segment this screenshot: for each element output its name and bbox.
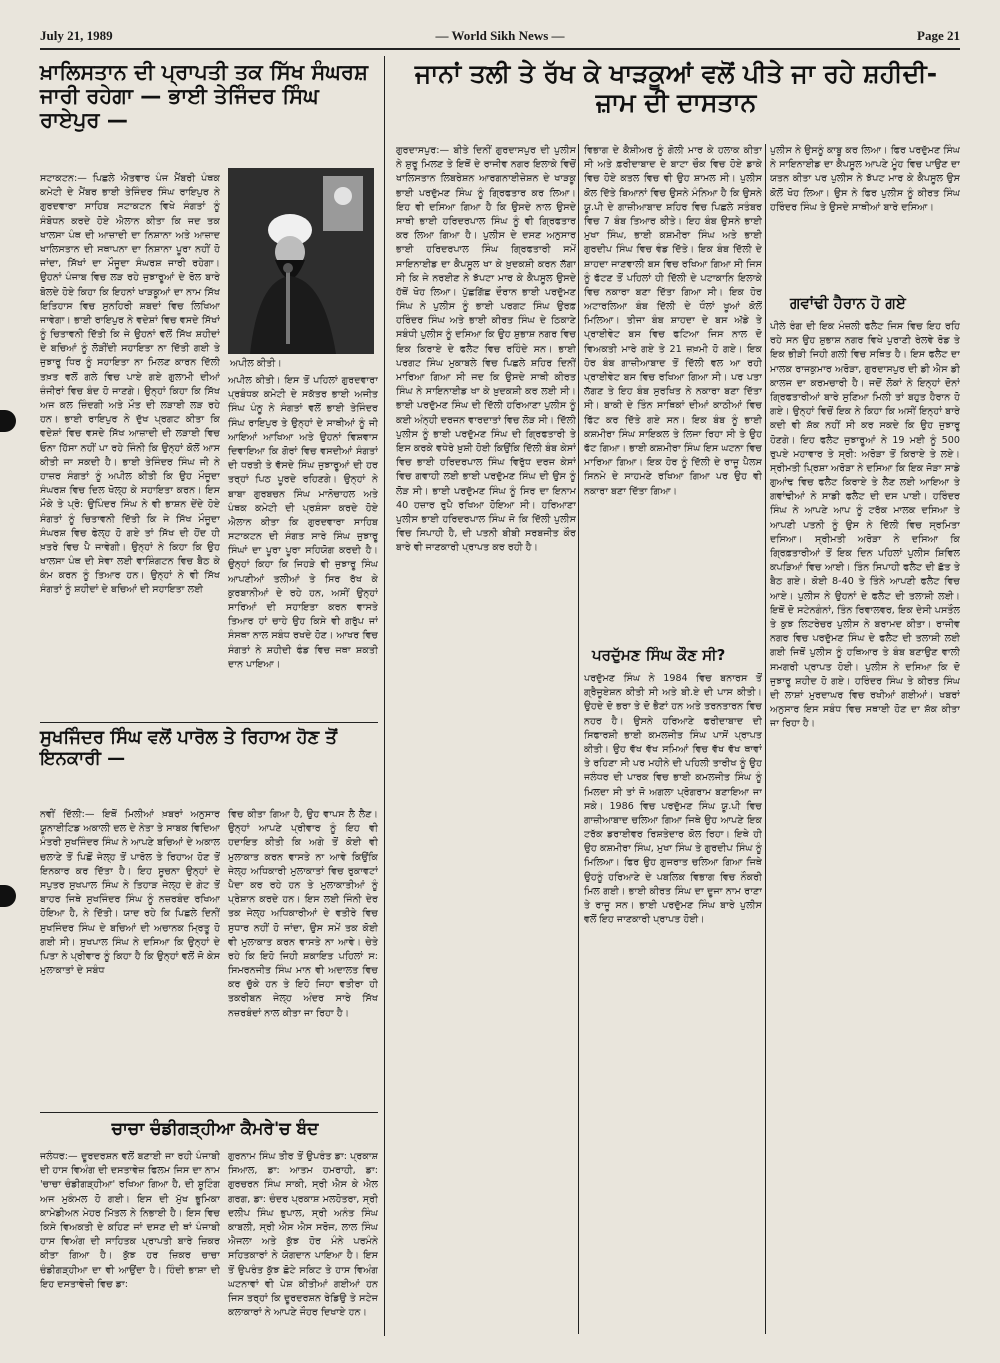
header-rule (40, 48, 960, 50)
issue-date: July 21, 1989 (40, 28, 113, 43)
article-separator (40, 1112, 378, 1113)
paper-name: — World Sikh News — (435, 28, 565, 43)
article3-headline: ਸੁਖਜਿੰਦਰ ਸਿੰਘ ਵਲੋਂ ਪਾਰੋਲ ਤੇ ਰਿਹਾਅ ਹੋਣ ਤੋਂ ਇਨਕਾਰੀ — (40, 727, 338, 769)
article2-col2b: ਪਰਦੁੱਮਣ ਸਿੰਘ ਨੇ 1984 ਵਿਚ ਬਨਾਰਸ ਤੋਂ ਗ੍ਰੈਜੂਏਸ਼ਨ ਕੀਤੀ ਸੀ ਅਤੇ ਬੀ.ਏ ਦੀ ਪਾਸ ਕੀਤੀ। ਉਹਦੇ ਦੋ ਭਰਾ ਤੇ ਦੋ ਭੈਣਾਂ ਹਨ ਅਤੇ ਤਰਨਤਾਰਨ ਵਿਚ ਨਹਰ ਹੈ। ਉਸਨੇ ਹਰਿਆਣੇ ਫਰੀਦਾਬਾਦ ਦੀ ਸਿਫਾਰਸ਼ੀ ਭਾਈ ਕਮਲਜੀਤ ਸਿੰਘ ਪਾਸੋਂ ਪ੍ਰਾਪਤ ਕੀਤੀ। ਉਹ ਵੱਖ ਵੱਖ ਸਮਿਆਂ ਵਿਚ ਵੱਖ ਵੱਖ ਥਾਵਾਂ ਤੇ ਰਹਿਣਾ ਸੀ ਪਰ ਮਹੀਨੇ ਦੀ ਪਹਿਲੀ ਤਾਰੀਖ ਨੂੰ ਉਹ ਜਲੰਧਰ ਦੀ ਪਾਰਕ ਵਿਚ ਭਾਈ ਕਮਲਜੀਤ ਸਿੰਘ ਨੂੰ ਮਿਲਦਾ ਸੀ ਤਾਂ ਜੋ ਅਗਲਾ ਪ੍ਰੋਗਰਾਮ ਬਣਾਇਆ ਜਾ ਸਕੇ। 1986 ਵਿਚ ਪਰਦੁੱਮਣ ਸਿੰਘ ਯੂ.ਪੀ ਵਿਚ ਗਾਜ਼ੀਆਬਾਦ ਚਲਿਆ ਗਿਆ ਜਿਥੇ ਉਹ ਆਪਣੇ ਇਕ ਟਰੱਕ ਡਰਾਈਵਰ ਰਿਸ਼ਤੇਦਾਰ ਕੋਲ ਰਿਹਾ। ਇਥੇ ਹੀ ਉਹ ਕਸ਼ਮੀਰਾ ਸਿੰਘ, ਮੁਖਾ ਸਿੰਘ ਤੇ ਗੁਰਦੀਪ ਸਿੰਘ ਨੂੰ ਮਿਲਿਆ। ਫਿਰ ਉਹ ਗੁਜਰਾਤ ਚਲਿਆ ਗਿਆ ਜਿਥੇ ਉਹਨੂੰ ਹਰਿਆਣੇ ਦੇ ਪਬਲਿਕ ਵਿਭਾਗ ਵਿਚ ਨੌਕਰੀ ਮਿਲ ਗਈ। ਭਾਈ ਕੀਰਤ ਸਿੰਘ ਦਾ ਦੂਜਾ ਨਾਮ ਰਾਣਾ ਤੇ ਰਾਜੂ ਸਨ। ਭਾਈ ਪਰਦੁੱਮਣ ਸਿੰਘ ਬਾਰੇ ਪੁਲੀਸ ਵਲੋਂ ਇਹ ਜਾਣਕਾਰੀ ਪ੍ਰਾਪਤ ਹੋਈ। (584, 673, 762, 926)
page-number: Page 21 (917, 28, 960, 43)
speaker-photo (228, 168, 374, 354)
article1-col2: ਅਪੀਲ ਕੀਤੀ। ਇਸ ਤੋਂ ਪਹਿਲਾਂ ਗੁਰਦਵਾਰਾ ਪ੍ਰਬੰਧਕ ਕਮੇਟੀ ਦੇ ਸਕੱਤਰ ਭਾਈ ਅਜੀਤ ਸਿੰਘ ਪੰਨੂ ਨੇ ਸੰਗਤਾਂ ਵਲੋਂ ਭਾਈ ਤੇਜਿੰਦਰ ਸਿੰਘ ਰਾਇਪੁਰ ਤੇ ਉਨ੍ਹਾਂ ਦੇ ਸਾਥੀਆਂ ਨੂੰ ਜੀ ਆਇਆਂ ਆਖਿਆ ਅਤੇ ਉਹਨਾਂ ਵਿਸ਼ਵਾਸ ਦਿਵਾਇਆ ਕਿ ਗੋਰਾਂ ਵਿਚ ਵਸਦੀਆਂ ਸੰਗਤਾਂ ਦੀ ਧਰਤੀ ਤੇ ਵੱਸਦੇ ਸਿੰਘ ਜੁਝਾਰੂਆਂ ਦੀ ਹਰ ਤਰ੍ਹਾਂ ਪਿਠ ਪੂਰਦੇ ਰਹਿਣਗੇ। ਉਨ੍ਹਾਂ ਨੇ ਬਾਬਾ ਗੁਰਬਚਨ ਸਿੰਘ ਮਾਨੋਚਾਹਲ ਅਤੇ ਪੰਥਕ ਕਮੇਟੀ ਦੀ ਪ੍ਰਸ਼ੰਸਾ ਕਰਦੇ ਹੋਏ ਐਲਾਨ ਕੀਤਾ ਕਿ ਗੁਰਦਵਾਰਾ ਸਾਹਿਬ ਸਟਾਕਟਨ ਦੀ ਸੰਗਤ ਸਾਰੇ ਸਿੰਘ ਜੁਝਾਰੂ ਸਿੰਘਾਂ ਦਾ ਪੂਰਾ ਪੂਰਾ ਸਹਿਯੋਗ ਕਰਦੀ ਹੈ। ਉਨ੍ਹਾਂ ਕਿਹਾ ਕਿ ਜਿਹੜੇ ਵੀ ਜੁਝਾਰੂ ਸਿੰਘ ਆਪਣੀਆਂ ਤਲੀਆਂ ਤੇ ਸਿਰ ਰੱਖ ਕੇ ਕੁਰਬਾਨੀਆਂ ਦੇ ਰਹੇ ਹਨ, ਅਸੀਂ ਉਨ੍ਹਾਂ ਸਾਰਿਆਂ ਦੀ ਸਹਾਇਤਾ ਕਰਨ ਵਾਸਤੇ ਤਿਆਰ ਹਾਂ ਚਾਹੇ ਉਹ ਕਿਸੇ ਵੀ ਗਰੁੱਪ ਜਾਂ ਸੰਸਥਾ ਨਾਲ ਸਬੰਧ ਰਖਦੇ ਹੋਣ। ਆਖਰ ਵਿਚ ਸੰਗਤਾਂ ਨੇ ਸ਼ਹੀਦੀ ਫੰਡ ਵਿਚ ਜਥਾ ਸ਼ਕਤੀ ਦਾਨ ਪਾਇਆ। (228, 375, 378, 670)
running-header (40, 28, 960, 48)
speaker-photo-image (228, 168, 374, 354)
article1-headline: ਖ਼ਾਲਿਸਤਾਨ ਦੀ ਪ੍ਰਾਪਤੀ ਤਕ ਸਿੱਖ ਸੰਘਰਸ਼ ਜਾਰੀ ਰਹੇਗਾ — ਭਾਈ ਤੇਜਿੰਦਰ ਸਿੰਘ ਰਾਏਪੁਰ — (40, 60, 368, 133)
article2-col2: ਵਿਭਾਗ ਦੇ ਕੈਸ਼ੀਅਰ ਨੂੰ ਗੋਲੀ ਮਾਰ ਕੇ ਹਲਾਕ ਕੀਤਾ ਸੀ ਅਤੇ ਫ਼ਰੀਦਾਬਾਦ ਦੇ ਬਾਟਾ ਚੌਕ ਵਿਚ ਹੋਏ ਡਾਕੇ ਵਿਚ ਹੋਏ ਕਤਲ ਵਿਚ ਵੀ ਉਹ ਸ਼ਾਮਲ ਸੀ। ਪੁਲੀਸ ਕੋਲ ਦਿੱਤੇ ਬਿਆਨਾਂ ਵਿਚ ਉਸਨੇ ਮੰਨਿਆ ਹੈ ਕਿ ਉਸਨੇ ਯੂ.ਪੀ ਦੇ ਗਾਜ਼ੀਆਬਾਦ ਸ਼ਹਿਰ ਵਿਚ ਪਿਛਲੇ ਸਤੰਬਰ ਵਿਚ 7 ਬੰਬ ਤਿਆਰ ਕੀਤੇ। ਇਹ ਬੰਬ ਉਸਨੇ ਭਾਈ ਮੁਖਾ ਸਿੰਘ, ਭਾਈ ਕਸ਼ਮੀਰਾ ਸਿੰਘ ਅਤੇ ਭਾਈ ਗੁਰਦੀਪ ਸਿੰਘ ਵਿਚ ਵੰਡ ਦਿੱਤੇ। ਇਕ ਬੰਬ ਦਿੱਲੀ ਦੇ ਸ਼ਾਹਦਾ ਜਾਣਵਾਲੀ ਬਸ ਵਿਚ ਰਖਿਆ ਗਿਆ ਸੀ ਜਿਸ ਨੂੰ ਫੱਟਣ ਤੋਂ ਪਹਿਲਾਂ ਹੀ ਦਿੱਲੀ ਦੇ ਪਟਾਕਾਨਿ ਇਲਾਕੇ ਵਿਚ ਨਕਾਰਾ ਬਣਾ ਦਿੱਤਾ ਗਿਆ ਸੀ। ਇਕ ਹੋਰ ਅਟਾਰਲਿਆ ਬੰਬ ਦਿੱਲੀ ਦੇ ਧੌਲਾਂ ਖੂਆਂ ਕੋਲੋਂ ਮਿਲਿਆ। ਤੀਜਾ ਬੰਬ ਸ਼ਾਹਦਾ ਦੇ ਬਸ ਅੱਡੇ ਤੇ ਪ੍ਰਾਈਵੇਟ ਬਸ ਵਿਚ ਫਟਿਆ ਜਿਸ ਨਾਲ ਦੋ ਵਿਅਕਤੀ ਮਾਰੇ ਗਏ ਤੇ 21 ਜ਼ਖ਼ਮੀ ਹੋ ਗਏ। ਇਕ ਹੋਰ ਬੰਬ ਗਾਜ਼ੀਆਬਾਦ ਤੋਂ ਦਿੱਲੀ ਵਲ ਆ ਰਹੀ ਪ੍ਰਾਈਵੇਟ ਬਸ ਵਿਚ ਰਖਿਆ ਗਿਆ ਸੀ। ਪਰ ਪਤਾ ਲੱਗਣ ਤੇ ਇਹ ਬੰਬ ਸੁਰਖਿਤ ਨੇ ਨਕਾਰਾ ਬਣਾ ਦਿੱਤਾ ਸੀ। ਬਾਕੀ ਦੇ ਤਿੰਨ ਸਾਥਿਕਾਂ ਦੀਆਂ ਕਾਠੀਆਂ ਵਿਚ ਫਿੱਟ ਕਰ ਦਿੱਤੇ ਗਏ ਸਨ। ਇਕ ਬੰਬ ਨੂੰ ਭਾਈ ਕਸ਼ਮੀਰਾ ਸਿੰਘ ਸਾਇਕਲ ਤੇ ਲਿਜਾ ਰਿਹਾ ਸੀ ਤੇ ਉਹ ਫੱਟ ਗਿਆ। ਭਾਈ ਕਸ਼ਮੀਰਾ ਸਿੰਘ ਇਸ ਘਟਨਾ ਵਿਚ ਮਾਰਿਆ ਗਿਆ। ਇਕ ਹੋਰ ਨੂੰ ਦਿੱਲੀ ਦੇ ਰਾਜੂ ਪੈਲਸ ਸਿਨਮੇ ਦੇ ਸਾਹਮਣੇ ਰਖਿਆ ਗਿਆ ਪਰ ਉਹ ਵੀ ਨਕਾਰਾ ਬਣਾ ਦਿੱਤਾ ਗਿਆ। (584, 145, 762, 497)
article1-col1: ਸਟਾਕਟਨ:— ਪਿਛਲੇ ਐਤਵਾਰ ਪੰਜ ਮੈਂਬਰੀ ਪੰਥਕ ਕਮੇਟੀ ਦੇ ਮੈਂਬਰ ਭਾਈ ਤੇਜਿੰਦਰ ਸਿੰਘ ਰਾਇਪੁਰ ਨੇ ਗੁਰਦਵਾਰਾ ਸਾਹਿਬ ਸਟਾਕਟਨ ਵਿਖੇ ਸੰਗਤਾਂ ਨੂੰ ਸੰਬੋਧਨ ਕਰਦੇ ਹੋਏ ਐਲਾਨ ਕੀਤਾ ਕਿ ਜਦ ਤਕ ਖਾਲਸਾ ਪੰਥ ਦੀ ਆਜ਼ਾਦੀ ਦਾ ਨਿਸ਼ਾਨਾ ਅਤੇ ਆਜ਼ਾਦ ਖਾਲਿਸਤਾਨ ਦੀ ਸਥਾਪਨਾ ਦਾ ਨਿਸ਼ਾਨਾ ਪੂਰਾ ਨਹੀਂ ਹੋ ਜਾਂਦਾ, ਸਿੱਖਾਂ ਦਾ ਮੌਜੂਦਾ ਸੰਘਰਸ਼ ਜਾਰੀ ਰਹੇਗਾ। ਉਹਨਾਂ ਪੰਜਾਬ ਵਿਚ ਲੜ ਰਹੇ ਜੁਝਾਰੂਆਂ ਦੇ ਰੋਲ ਬਾਰੇ ਬੋਲਦੇ ਹੋਏ ਕਿਹਾ ਕਿ ਇਹਨਾਂ ਖਾੜਕੂਆਂ ਦਾ ਨਾਮ ਸਿੱਖ ਇਤਿਹਾਸ ਵਿਚ ਸੁਨਹਿਰੀ ਸ਼ਬਦਾਂ ਵਿਚ ਲਿਖਿਆ ਜਾਵੇਗਾ। ਭਾਈ ਰਾਇਪੁਰ ਨੇ ਵਦੇਸ਼ਾਂ ਵਿਚ ਵਸਦੇ ਸਿੱਖਾਂ ਨੂੰ ਚਿਤਾਵਨੀ ਦਿੱਤੀ ਕਿ ਜੇ ਉਹਨਾਂ ਵਲੋਂ ਸਿੱਖ ਸ਼ਹੀਦਾਂ ਦੇ ਬਚਿਆਂ ਨੂੰ ਲੋੜੀਂਦੀ ਸਹਾਇਤਾ ਨਾ ਦਿੱਤੀ ਗਈ ਤੇ ਜੁਝਾਰੂ ਧਿਰ ਨੂੰ ਸਹਾਇਤਾ ਨਾ ਮਿਲਣ ਕਾਰਨ ਦਿੱਲੀ ਤਖ਼ਤ ਵਲੋਂ ਗਲੇ ਵਿਚ ਪਾਏ ਗਏ ਗੁਲਾਮੀ ਦੀਆਂ ਜ਼ੰਜੀਰਾਂ ਵਿਚ ਬੰਦ ਹੋ ਜਾਣਗੇ। ਉਨ੍ਹਾਂ ਕਿਹਾ ਕਿ ਸਿੱਖ ਅਜ ਕਲ ਜ਼ਿੰਦਗੀ ਅਤੇ ਮੌਤ ਦੀ ਲੜਾਈ ਲੜ ਰਹੇ ਹਨ। ਭਾਈ ਰਾਇਪੁਰ ਨੇ ਦੁੱਖ ਪ੍ਰਗਟ ਕੀਤਾ ਕਿ ਵਦੇਸ਼ਾਂ ਵਿਚ ਵਸਦੇ ਸਿੱਖ ਆਜ਼ਾਦੀ ਦੀ ਲੜਾਈ ਵਿਚ ਓਨਾ ਹਿੱਸਾ ਨਹੀਂ ਪਾ ਰਹੇ ਜਿੰਨੀ ਕਿ ਉਨ੍ਹਾਂ ਕੋਲੋਂ ਆਸ ਕੀਤੀ ਜਾ ਸਕਦੀ ਹੈ। ਭਾਈ ਤੇਜਿੰਦਰ ਸਿੰਘ ਜੀ ਨੇ ਹਾਜ਼ਰ ਸੰਗਤਾਂ ਨੂੰ ਅਪੀਲ ਕੀਤੀ ਕਿ ਉਹ ਮੌਜੂਦਾ ਸੰਘਰਸ਼ ਵਿਚ ਦਿਲ ਖੋਲ੍ਹ ਕੇ ਸਹਾਇਤਾ ਕਰਨ। ਇਸ ਮੌਕੇ ਤੇ ਪ੍ਰੋ: ਉਪਿੰਦਰ ਸਿੰਘ ਨੇ ਵੀ ਭਾਸ਼ਨ ਦੇਂਦੇ ਹੋਏ ਸੰਗਤਾਂ ਨੂੰ ਚਿਤਾਵਨੀ ਦਿੱਤੀ ਕਿ ਜੇ ਸਿੱਖ ਮੌਜੂਦਾ ਸੰਘਰਸ਼ ਵਿਚ ਫੇਲ੍ਹ ਹੋ ਗਏ ਤਾਂ ਸਿੱਖ ਦੀ ਹੋਂਦ ਹੀ ਖ਼ਤਰੇ ਵਿਚ ਪੈ ਜਾਵੇਗੀ। ਉਨ੍ਹਾਂ ਨੇ ਕਿਹਾ ਕਿ ਉਹ ਖਾਲਸਾ ਪੰਥ ਦੀ ਸੇਵਾ ਲਈ ਵਾਸ਼ਿੰਗਟਨ ਵਿਚ ਬੈਠ ਕੇ ਕੰਮ ਕਰਨ ਨੂੰ ਤਿਆਰ ਹਨ। ਉਨ੍ਹਾਂ ਨੇ ਵੀ ਸਿੱਖ ਸੰਗਤਾਂ ਨੂੰ ਸ਼ਹੀਦਾਂ ਦੇ ਬਚਿਆਂ ਦੀ ਸਹਾਇਤਾ ਲਈ (40, 173, 220, 596)
article4-headline: ਚਾਚਾ ਚੰਡੀਗੜ੍ਹੀਆ ਕੈਮਰੇ'ਚ ਬੰਦ (111, 1119, 319, 1139)
microphone-stand (286, 264, 290, 344)
article2-col1: ਗੁਰਦਾਸਪੁਰ:— ਬੀਤੇ ਦਿਨੀਂ ਗੁਰਦਾਸਪੁਰ ਦੀ ਪੁਲੀਸ ਨੇ ਸ਼ੁਰੂ ਮਿਲਣ ਤੇ ਇਥੋਂ ਦੇ ਰਾਜੀਵ ਨਗਰ ਇਲਾਕੇ ਵਿਚੋਂ ਖਾਲਿਸਤਾਨ ਲਿਬਰੇਸ਼ਨ ਆਰਗਨਾਈਜ਼ੇਸ਼ਨ ਦੇ ਖਾੜਕੂ ਭਾਈ ਪਰਦੁੱਮਣ ਸਿੰਘ ਨੂੰ ਗ੍ਰਿਫਤਾਰ ਕਰ ਲਿਆ। ਇਹ ਵੀ ਦਸਿਆ ਗਿਆ ਹੈ ਕਿ ਉਸਦੇ ਨਾਲ ਉਸਦੇ ਸਾਥੀ ਭਾਈ ਹਰਿਦਰਪਾਲ ਸਿੰਘ ਨੂੰ ਵੀ ਗ੍ਰਿਫਤਾਰ ਕਰ ਲਿਆ ਗਿਆ ਹੈ। ਪੁਲੀਸ ਦੇ ਦਸਣ ਅਨੁਸਾਰ ਭਾਈ ਹਰਿਦਰਪਾਲ ਸਿੰਘ ਗ੍ਰਿਫਤਾਰੀ ਸਮੇਂ ਸਾਇਨਾਈਡ ਦਾ ਕੈਪਸੂਲ ਖਾ ਕੇ ਖ਼ੁਦਕਸ਼ੀ ਕਰਨ ਲੱਗਾ ਸੀ ਕਿ ਜੇ ਨਰਈਣ ਨੇ ਝੱਪਟਾ ਮਾਰ ਕੇ ਕੈਪਸੂਲ ਉਸਦੇ ਹੱਥੋਂ ਖੋਹ ਲਿਆ। ਪੁੱਛਗਿੱਛ ਦੌਰਾਨ ਭਾਈ ਪਰਦੁੱਮਣ ਸਿੰਘ ਨੇ ਪੁਲੀਸ ਨੂੰ ਭਾਈ ਪਰਗਟ ਸਿੰਘ ਉਰਫ਼ ਹਰਿੰਦਰ ਸਿੰਘ ਅਤੇ ਭਾਈ ਕੀਰਤ ਸਿੰਘ ਦੇ ਠਿਕਾਣੇ ਸਬੰਧੀ ਪੁਲੀਸ ਨੂੰ ਦਸਿਆ ਕਿ ਉਹ ਸ਼ੁਭਾਸ਼ ਨਗਰ ਵਿਚ ਇਕ ਕਿਰਾਏ ਦੇ ਫਲੈਟ ਵਿਚ ਰਹਿੰਦੇ ਸਨ। ਭਾਈ ਪਰਗਟ ਸਿੰਘ ਮੁਕਾਬਲੇ ਵਿਚ ਪਿਛਲੇ ਸ਼ਹਿਰ ਦਿਨੀਂ ਮਾਰਿਆ ਗਿਆ ਸੀ ਜਦ ਕਿ ਉਸਦੇ ਸਾਥੀ ਕੀਰਤ ਸਿੰਘ ਨੇ ਸਾਇਨਾਈਡ ਖਾ ਕੇ ਖ਼ੁਦਕਸ਼ੀ ਕਰ ਲਈ ਸੀ। ਭਾਈ ਪਰਦੁੱਮਣ ਸਿੰਘ ਦੀ ਦਿੱਲੀ ਹਰਿਆਣਾ ਪੁਲੀਸ ਨੂੰ ਕਈ ਅੰਨ੍ਹੀ ਦਰਜਨ ਵਾਰਦਾਤਾਂ ਵਿਚ ਲੋੜ ਸੀ। ਦਿੱਲੀ ਪੁਲੀਸ ਨੂੰ ਭਾਈ ਪਰਦੁੱਮਣ ਸਿੰਘ ਦੀ ਗ੍ਰਿਫਤਾਰੀ ਤੇ ਇਸ ਕਰਕੇ ਵਧੇਰੇ ਖ਼ੁਸ਼ੀ ਹੋਈ ਕਿਉਂਕਿ ਦਿੱਲੀ ਬੰਬ ਕੇਸਾਂ ਵਿਚ ਭਾਈ ਹਰਿਦਰਪਾਲ ਸਿੰਘ ਵਿਰੁੱਧ ਦਰਜ ਕੇਸਾਂ ਵਿਚ ਗਵਾਹੀ ਲਈ ਭਾਈ ਪਰਦੁੱਮਣ ਸਿੰਘ ਦੀ ਉਸ ਨੂੰ ਲੋੜ ਸੀ। ਭਾਈ ਪਰਦੁੱਮਣ ਸਿੰਘ ਨੂੰ ਸਿਰ ਦਾ ਇਨਾਮ 40 ਹਜ਼ਾਰ ਰੁਪੈ ਰਖਿਆ ਹੋਇਆ ਸੀ। ਹਰਿਆਣਾ ਪੁਲੀਸ ਭਾਈ ਹਰਿਦਰਪਾਲ ਸਿੰਘ ਜੋ ਕਿ ਦਿੱਲੀ ਪੁਲੀਸ ਵਿਚ ਸਿਪਾਹੀ ਹੈ, ਦੀ ਪਤਨੀ ਬੀਬੀ ਸਰਬਜੀਤ ਕੌਰ ਬਾਰੇ ਵੀ ਜਾਣਕਾਰੀ ਪ੍ਰਾਪਤ ਕਰ ਰਹੀ ਹੈ। (396, 145, 576, 554)
article3-col2: ਵਿਚ ਕੀਤਾ ਗਿਆ ਹੈ, ਉਹ ਵਾਪਸ ਲੈ ਲੈਣ। ਉਨ੍ਹਾਂ ਆਪਣੇ ਪ੍ਰੀਵਾਰ ਨੂੰ ਇਹ ਵੀ ਹਦਾਇਤ ਕੀਤੀ ਕਿ ਅਗੇ ਤੋਂ ਕੋਈ ਵੀ ਮੁਲਾਕਾਤ ਕਰਨ ਵਾਸਤੇ ਨਾ ਆਵੇ ਕਿਉਂਕਿ ਜੇਲ੍ਹ ਅਧਿਕਾਰੀ ਮੁਲਾਕਾਤਾਂ ਵਿਚ ਰੁਕਾਵਟਾਂ ਪੈਦਾ ਕਰ ਰਹੇ ਹਨ ਤੇ ਮੁਲਾਕਾਤੀਆਂ ਨੂੰ ਪ੍ਰੇਸ਼ਾਨ ਕਰਦੇ ਹਨ। ਇਸ ਲਈ ਜਿੰਨੀ ਦੇਰ ਤਕ ਜੇਲ੍ਹ ਅਧਿਕਾਰੀਆਂ ਦੇ ਵਤੀਰੇ ਵਿਚ ਸੁਧਾਰ ਨਹੀਂ ਹੋ ਜਾਂਦਾ, ਉਸ ਸਮੇਂ ਤਕ ਕੋਈ ਵੀ ਮੁਲਾਕਾਤ ਕਰਨ ਵਾਸਤੇ ਨਾ ਆਵੇ। ਚੇਤੇ ਰਹੇ ਕਿ ਇਹੋ ਜਿਹੀ ਸ਼ਕਾਇਤ ਪਹਿਲਾਂ ਸ: ਸਿਮਰਨਜੀਤ ਸਿੰਘ ਮਾਨ ਵੀ ਅਦਾਲਤ ਵਿਚ ਕਰ ਚੁੱਕੇ ਹਨ ਤੇ ਇਹੋ ਜਿਹਾ ਵਤੀਰਾ ਹੀ ਤਕਰੀਬਨ ਜੇਲ੍ਹ ਅੰਦਰ ਸਾਰੇ ਸਿੱਖ ਨਜ਼ਰਬੰਦਾਂ ਨਾਲ ਕੀਤਾ ਜਾ ਰਿਹਾ ਹੈ। (228, 809, 378, 1019)
article2-col3b: ਪੀਲੇ ਰੰਗ ਦੀ ਇਕ ਮੰਜ਼ਲੀ ਫਲੈਟ ਜਿਸ ਵਿਚ ਇਹ ਰਹਿ ਰਹੇ ਸਨ ਉਹ ਸ਼ੁਭਾਸ਼ ਨਗਰ ਵਿਖੇ ਪੁਰਾਣੀ ਰੇਲਵੇ ਰੋਡ ਤੇ ਇਕ ਭੀੜੀ ਜਿਹੀ ਗਲੀ ਵਿਚ ਸਥਿਤ ਹੈ। ਇਸ ਫਲੈਟ ਦਾ ਮਾਲਕ ਰਾਜਕੁਮਾਰ ਅਰੋੜਾ, ਗੁਰਦਾਸਪੁਰ ਦੀ ਡੀ ਐਸ ਡੀ ਕਾਲਜ ਦਾ ਕਰਮਚਾਰੀ ਹੈ। ਜਦੋਂ ਲੋਕਾਂ ਨੇ ਇਨ੍ਹਾਂ ਦੋਨਾਂ ਗ੍ਰਿਫਤਾਰੀਆਂ ਬਾਰੇ ਸੁਣਿਆ ਮਿਲੀ ਤਾਂ ਬਹੁਤ ਹੈਰਾਨ ਹੋ ਗਏ। ਉਨ੍ਹਾਂ ਵਿਚੋਂ ਇਕ ਨੇ ਕਿਹਾ ਕਿ ਅਸੀਂ ਇਨ੍ਹਾਂ ਬਾਰੇ ਕਦੀ ਵੀ ਸ਼ੱਕ ਨਹੀਂ ਸੀ ਕਰ ਸਕਦੇ ਕਿ ਉਹ ਜੁਝਾਰੂ ਹੋਣਗੇ। ਇਹ ਫਲੈਟ ਜੁਝਾਰੂਆਂ ਨੇ 19 ਮਈ ਨੂੰ 500 ਰੁਪਏ ਮਹਾਵਾਰ ਤੇ ਸ੍ਰੀ: ਅਰੋੜਾ ਤੋਂ ਕਿਰਾਏ ਤੇ ਲਏ। ਸ੍ਰੀਮਤੀ ਪ੍ਰਿਸ਼ਾ ਅਰੋੜਾ ਨੇ ਦਸਿਆ ਕਿ ਇਕ ਜੋੜਾ ਸਾਡੇ ਗੁਆਂਢ ਵਿਚ ਫਲੈਟ ਕਿਰਾਏ ਤੇ ਲੈਣ ਲਈ ਆਇਆ ਤੇ ਗਵਾਂਢੀਆਂ ਨੇ ਸਾਡੀ ਫਲੈਟ ਦੀ ਦਸ ਪਾਈ। ਹਰਿੰਦਰ ਸਿੰਘ ਨੇ ਆਪਣੇ ਆਪ ਨੂੰ ਟਰੱਕ ਮਾਲਕ ਦਸਿਆ ਤੇ ਆਪਣੀ ਪਤਨੀ ਨੂੰ ਉਸ ਨੇ ਦਿੱਲੀ ਵਿਚ ਸ੍ਰਮਿਤਾ ਦਸਿਆ। ਸ੍ਰੀਮਤੀ ਅਰੋੜਾ ਨੇ ਦਸਿਆ ਕਿ ਗ੍ਰਿਫ਼ਤਾਰੀਆਂ ਤੋਂ ਇਕ ਦਿਨ ਪਹਿਲਾਂ ਪੁਲੀਸ ਸ਼ਿਵਿਲ ਕਪੜਿਆਂ ਵਿਚ ਆਈ। ਤਿੰਨ ਸਿਪਾਹੀ ਫਲੈਟ ਦੀ ਛੱਤ ਤੇ ਬੈਠ ਗਏ। ਕੋਈ 8-40 ਤੇ ਤਿੰਨੇ ਆਪਣੀ ਫਲੈਟ ਵਿਚ ਆਏ। ਪੁਲੀਸ ਨੇ ਉਹਨਾਂ ਦੇ ਫਲੈਟ ਦੀ ਤਲਾਸ਼ੀ ਲਈ। ਇਥੋਂ ਦੋ ਸਟੇਨਗੰਨਾਂ, ਤਿੰਨ ਰਿਵਾਲਵਰ, ਇਕ ਦੇਸੀ ਪਸਤੌਲ ਤੇ ਕੁਝ ਲਿਟਰੇਚਰ ਪੁਲੀਸ ਨੇ ਬਰਾਮਦ ਕੀਤਾ। ਰਾਜੀਵ ਨਗਰ ਵਿਚ ਪਰਦੁੱਮਣ ਸਿੰਘ ਦੇ ਫਲੈਟ ਦੀ ਤਲਾਸ਼ੀ ਲਈ ਗਈ ਜਿਥੋਂ ਪੁਲੀਸ ਨੂੰ ਹਥਿਆਰ ਤੇ ਬੰਬ ਬਣਾਉਣ ਵਾਲੀ ਸਮਗਰੀ ਪ੍ਰਾਪਤ ਹੋਈ। ਪੁਲੀਸ ਨੇ ਦਸਿਆ ਕਿ ਦੋ ਜੁਝਾਰੂ ਸ਼ਹੀਦ ਹੋ ਗਏ। ਹਰਿੰਦਰ ਸਿੰਘ ਤੇ ਕੀਰਤ ਸਿੰਘ ਦੀ ਲਾਸ਼ਾਂ ਮੁਰਦਾਘਰ ਵਿਚ ਰਖੀਆਂ ਗਈਆਂ। ਖਬਰਾਂ ਅਨੁਸਾਰ ਇਸ ਸਬੰਧ ਵਿਚ ਸਥਾਈ ਹੋਣ ਦਾ ਸ਼ੱਕ ਕੀਤਾ ਜਾ ਰਿਹਾ ਹੈ। (770, 321, 960, 730)
article4-col1: ਜਲੰਧਰ:— ਦੂਰਦਰਸ਼ਨ ਵਲੋਂ ਬਣਾਈ ਜਾ ਰਹੀ ਪੰਜਾਬੀ ਦੀ ਹਾਸ ਵਿਅੰਗ ਦੀ ਦਸਤਾਵੇਜ਼ ਫਿਲਮ ਜਿਸ ਦਾ ਨਾਮ 'ਚਾਚਾ ਚੰਡੀਗੜ੍ਹੀਆ' ਰਖਿਆ ਗਿਆ ਹੈ, ਦੀ ਸ਼ੂਟਿੰਗ ਅਜ ਮੁਕੰਮਲ ਹੋ ਗਈ। ਇਸ ਦੀ ਮੁੱਖ ਭੂਮਿਕਾ ਕਾਮੇਡੀਅਨ ਮੇਹਰ ਮਿੱਤਲ ਨੇ ਨਿਭਾਈ ਹੈ। ਇਸ ਵਿਚ ਕਿਸੇ ਵਿਅਕਤੀ ਦੇ ਕਹਿਣ ਜਾਂ ਦਸਣ ਦੀ ਥਾਂ ਪੰਜਾਬੀ ਹਾਸ ਵਿਅੰਗ ਦੀ ਸਾਹਿਤਕ ਪ੍ਰਾਪਤੀ ਬਾਰੇ ਜ਼ਿਕਰ ਕੀਤਾ ਗਿਆ ਹੈ। ਕੁੱਝ ਹਰ ਜ਼ਿਕਰ ਚਾਚਾ ਚੰਡੀਗੜ੍ਹੀਆ ਦਾ ਵੀ ਆਉਂਦਾ ਹੈ। ਹਿੰਦੀ ਭਾਸ਼ਾ ਦੀ ਇਹ ਦਸਤਾਵੇਜ਼ੀ ਵਿਚ ਡਾ: (40, 1151, 220, 1290)
article2-headline: ਜਾਨਾਂ ਤਲੀ ਤੇ ਰੱਖ ਕੇ ਖਾੜਕੂਆਂ ਵਲੋਂ ਪੀਤੇ ਜਾ ਰਹੇ ਸ਼ਹੀਦੀ-ਜ਼ਾਮ ਦੀ ਦਾਸਤਾਨ (414, 59, 938, 117)
punch-hole (0, 410, 16, 432)
article3-col1: ਨਵੀਂ ਦਿੱਲੀ:— ਇਥੋਂ ਮਿਲੀਆਂ ਖ਼ਬਰਾਂ ਅਨੁਸਾਰ ਯੂਨਾਈਟਿਡ ਅਕਾਲੀ ਦਲ ਦੇ ਨੇਤਾ ਤੇ ਸਾਬਕ ਵਿਦਿਆ ਮੰਤਰੀ ਸੁਖਜਿੰਦਰ ਸਿੰਘ ਨੇ ਆਪਣੇ ਬਚਿਆਂ ਦੇ ਅਕਾਲ ਚਲਾਣੇ ਤੋਂ ਪਿਛੋਂ ਜੇਲ੍ਹ ਤੋਂ ਪਾਰੋਲ ਤੇ ਰਿਹਾਅ ਹੋਣ ਤੋਂ ਇਨਕਾਰ ਕਰ ਦਿੱਤਾ ਹੈ। ਇਹ ਸੂਚਨਾ ਉਨ੍ਹਾਂ ਦੇ ਸਪੁਤਰ ਸੁਖਪਾਲ ਸਿੰਘ ਨੇ ਤਿਹਾੜ ਜੇਲ੍ਹ ਦੇ ਗੇਟ ਤੋਂ ਬਾਹਰ ਜਿਥੇ ਸੁਖਜਿੰਦਰ ਸਿੰਘ ਨੂੰ ਨਜ਼ਰਬੰਦ ਰਖਿਆ ਹੋਇਆ ਹੈ, ਨੇ ਦਿੱਤੀ। ਯਾਦ ਰਹੇ ਕਿ ਪਿਛਲੇ ਦਿਨੀਂ ਸੁਖਜਿੰਦਰ ਸਿੰਘ ਦੇ ਬਚਿਆਂ ਦੀ ਅਚਾਨਕ ਮ੍ਰਿਤੂ ਹੋ ਗਈ ਸੀ। ਸੁਖਪਾਲ ਸਿੰਘ ਨੇ ਦਸਿਆ ਕਿ ਉਨ੍ਹਾਂ ਦੇ ਪਿਤਾ ਨੇ ਪ੍ਰੀਵਾਰ ਨੂੰ ਕਿਹਾ ਹੈ ਕਿ ਉਨ੍ਹਾਂ ਵਲੋਂ ਜੋ ਕੇਸ ਮੁਲਾਕਾਤਾਂ ਦੇ ਸਬੰਧ (40, 809, 220, 977)
column-divider (765, 144, 766, 1334)
article2-subheading-neighbours: ਗਵਾਂਢੀ ਹੈਰਾਨ ਹੋ ਗਏ (790, 294, 906, 312)
article-separator (40, 722, 378, 723)
photo-caption: ਅਪੀਲ ਕੀਤੀ। (230, 358, 282, 369)
column-divider (384, 56, 385, 1336)
article4-col2: ਗੁਰਨਾਮ ਸਿੰਘ ਤੀਰ ਤੋਂ ਉਪਰੰਤ ਡਾ: ਪ੍ਰਕਾਸ਼ ਸਿਆਲ, ਡਾ: ਆਤਮ ਹਮਰਾਹੀ, ਡਾ: ਗੁਰਚਰਨ ਸਿੰਘ ਸਾਕੀ, ਸ੍ਰੀ ਐਸ ਕੇ ਐਲ ਗਰਗ, ਡਾ: ਚੰਦਰ ਪ੍ਰਕਾਸ਼ ਮਲਹੋਤਰਾ, ਸ੍ਰੀ ਦਲੀਪ ਸਿੰਘ ਭੁਪਾਲ, ਸ੍ਰੀ ਅਨੰਤ ਸਿੰਘ ਕਾਬਲੀ, ਸ੍ਰੀ ਐਸ ਐਸ ਸਰੋਜ, ਲਾਲ ਸਿੰਘ ਐਜਲਾ ਅਤੇ ਕੁੱਝ ਹੋਰ ਮੰਨੇ ਪਰਮੰਨੇ ਸਹਿਤਕਾਰਾਂ ਨੇ ਯੋਗਦਾਨ ਪਾਇਆ ਹੈ। ਇਸ ਤੋਂ ਉਪਰੰਤ ਕੁੱਝ ਛੋਟੇ ਸਕਿਟ ਤੇ ਹਾਸ ਵਿਅੰਗ ਘਟਨਾਵਾਂ ਵੀ ਪੇਸ਼ ਕੀਤੀਆਂ ਗਈਆਂ ਹਨ ਜਿਸ ਤਰ੍ਹਾਂ ਕਿ ਦੂਰਦਰਸ਼ਨ ਰੇਡਿਉ ਤੇ ਸਟੇਜ ਕਲਾਕਾਰਾਂ ਨੇ ਆਪਣੇ ਜੌਹਰ ਦਿਖਾਏ ਹਨ। (228, 1151, 378, 1319)
punch-hole (0, 885, 16, 907)
article2-subheading-who: ਪਰਦੁੱਮਣ ਸਿੰਘ ਕੌਣ ਸੀ? (592, 646, 726, 664)
column-divider (578, 144, 579, 1334)
article2-col3: ਪੁਲੀਸ ਨੇ ਉਸਨੂੰ ਕਾਬੂ ਕਰ ਲਿਆ। ਫਿਰ ਪਰਦੁੱਮਣ ਸਿੰਘ ਨੇ ਸਾਇਨਾਈਡ ਦਾ ਕੈਪਸੂਲ ਆਪਣੇ ਮੂੰਹ ਵਿਚ ਪਾਉਣ ਦਾ ਯਤਨ ਕੀਤਾ ਪਰ ਪੁਲੀਸ ਨੇ ਝੱਪਟ ਮਾਰ ਕੇ ਕੈਪਸੂਲ ਉਸ ਕੋਲੋਂ ਖੋਹ ਲਿਆ। ਉਸ ਨੇ ਫਿਰ ਪੁਲੀਸ ਨੂੰ ਕੀਰਤ ਸਿੰਘ ਹਰਿੰਦਰ ਸਿੰਘ ਤੇ ਉਸਦੇ ਸਾਥੀਆਂ ਬਾਰੇ ਦਸਿਆ। (770, 145, 960, 213)
